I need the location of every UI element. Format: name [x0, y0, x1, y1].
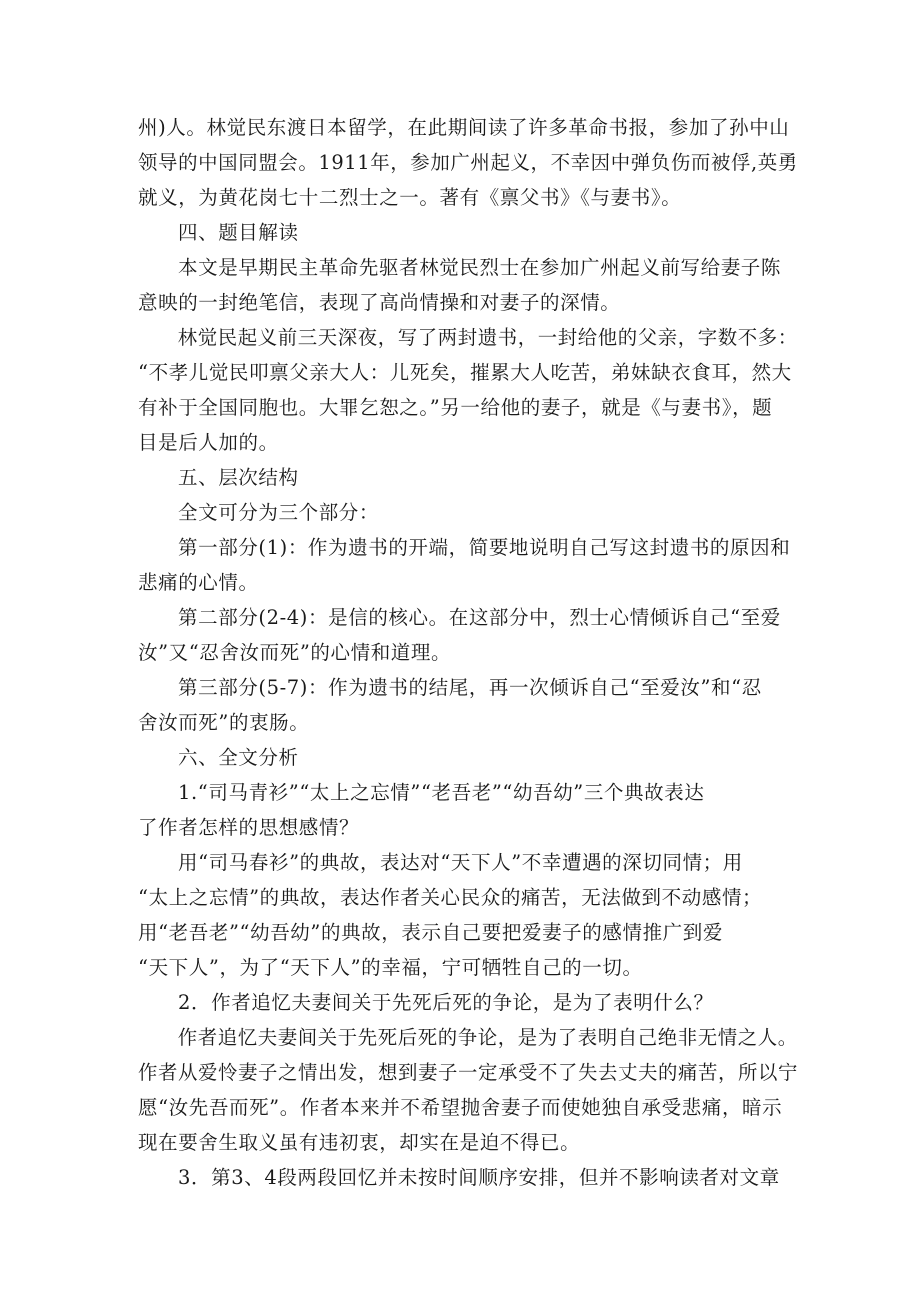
text-line: 愿“汝先吾而死”。作者本来并不希望抛舍妻子而使她独自承受悲痛，暗示 — [138, 1096, 783, 1119]
text-line: 现在要舍生取义虽有违初衷，却实在是迫不得已。 — [138, 1131, 581, 1154]
text-line: 作者追忆夫妻间关于先死后死的争论，是为了表明自己绝非无情之人。 — [177, 1026, 798, 1049]
section-heading: 五、层次结构 — [178, 466, 299, 489]
text-line: “天下人”，为了“天下人”的幸福，宁可牺牲自己的一切。 — [138, 956, 643, 979]
text-line: 有补于全国同胞也。大罪乞恕之。”另一给他的妻子，就是《与妻书》，题 — [138, 396, 773, 419]
document-page — [138, 110, 798, 1195]
text-line: 作者从爱怜妻子之情出发，想到妻子一定承受不了失去丈夫的痛苦，所以宁 — [138, 1061, 798, 1084]
text-line: 用“司马春衫”的典故，表达对“天下人”不幸遭遇的深切同情；用 — [178, 851, 743, 874]
question-line: 了作者怎样的思想感情？ — [138, 816, 360, 839]
question-line: 1.“司马青衫”“太上之忘情”“老吾老”“幼吾幼”三个典故表达 — [178, 781, 705, 804]
question-line: 2．作者追忆夫妻间关于先死后死的争论，是为了表明什么？ — [178, 991, 714, 1014]
section-heading: 四、题目解读 — [178, 221, 299, 244]
text-line: 州)人。林觉民东渡日本留学，在此期间读了许多革命书报，参加了孙中山 — [138, 116, 790, 139]
text-line: 目是后人加的。 — [138, 431, 279, 454]
text-line: 第三部分(5-7)：作为遗书的结尾，再一次倾诉自己“至爱汝”和“忍 — [178, 676, 762, 699]
text-line: 意映的一封绝笔信，表现了高尚情操和对妻子的深情。 — [138, 291, 621, 314]
section-heading: 六、全文分析 — [178, 746, 299, 769]
text-line: 全文可分为三个部分： — [178, 501, 380, 524]
text-line: 汝”又“忍舍汝而死”的心情和道理。 — [138, 641, 452, 664]
text-line: “不孝儿觉民叩禀父亲大人：儿死矣，摧累大人吃苦，弟妹缺衣食耳，然大 — [138, 361, 792, 384]
text-line: 林觉民起义前三天深夜，写了两封遗书，一封给他的父亲，字数不多： — [177, 326, 798, 349]
text-line: 用“老吾老”“幼吾幼”的典故，表示自己要把爱妻子的感情推广到爱 — [138, 921, 723, 944]
text-line: “太上之忘情”的典故，表达作者关心民众的痛苦，无法做到不动感情； — [138, 886, 763, 909]
text-line: 本文是早期民主革命先驱者林觉民烈士在参加广州起义前写给妻子陈 — [178, 256, 782, 279]
question-line: 3．第3、4段两段回忆并未按时间顺序安排，但并不影响读者对文章 — [178, 1166, 780, 1189]
text-line: 领导的中国同盟会。1911年，参加广州起义，不幸因中弹负伤而被俘,英勇 — [138, 151, 798, 174]
text-line: 悲痛的心情。 — [138, 571, 259, 594]
text-line: 第二部分(2-4)：是信的核心。在这部分中，烈士心情倾诉自己“至爱 — [178, 606, 781, 629]
text-line: 舍汝而死”的衷肠。 — [138, 711, 310, 734]
text-line: 就义，为黄花岗七十二烈士之一。著有《禀父书》《与妻书》。 — [138, 186, 682, 209]
text-line: 第一部分(1)：作为遗书的开端，简要地说明自己写这封遗书的原因和 — [178, 536, 791, 559]
